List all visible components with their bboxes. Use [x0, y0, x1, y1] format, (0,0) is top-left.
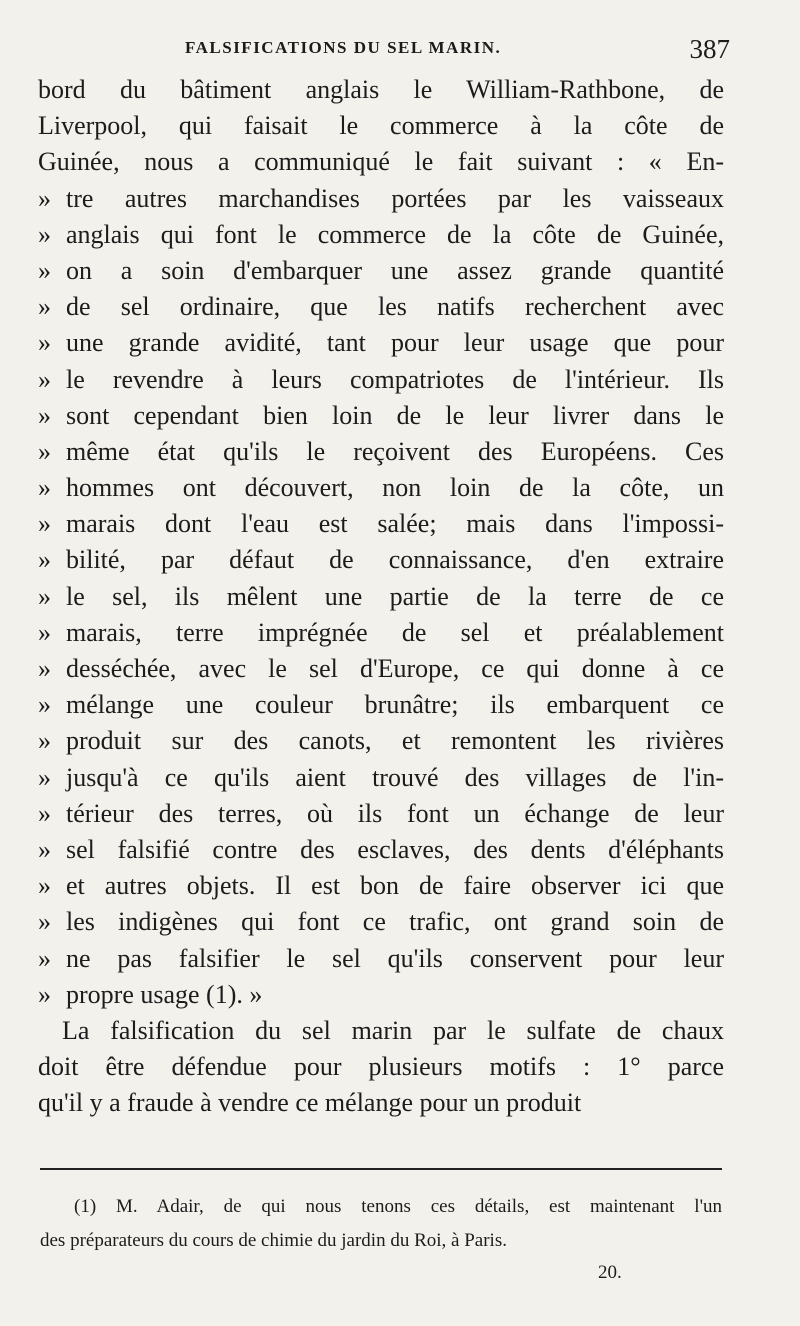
page-header — [40, 34, 730, 74]
text-line-content: tre autres marchandises portées par les vaisseaux — [66, 183, 724, 213]
quote-mark: » — [38, 436, 51, 466]
text-line-content: le revendre à leurs compatriotes de l'intérieur. Ils — [66, 364, 724, 394]
text-line-content: sel falsifié contre des esclaves, des dents d'éléphants — [66, 834, 724, 864]
text-line-content: une grande avidité, tant pour leur usage que pour — [66, 328, 724, 358]
text-line-content: desséchée, avec le sel d'Europe, ce qui donne à ce — [66, 654, 724, 683]
quote-mark: » — [38, 292, 51, 322]
text-line-content: on a soin d'embarquer une assez grande quantité — [66, 255, 724, 285]
quote-mark: » — [38, 979, 51, 1009]
text-line-content: de sel ordinaire, que les natifs recherchent avec — [66, 292, 724, 322]
text-line-content: même état qu'ils le reçoivent des Européens. Ces — [66, 436, 724, 466]
text-line-content: le sel, ils mêlent une partie de la terre de ce — [66, 581, 724, 611]
text-line — [38, 506, 724, 542]
text-line — [38, 181, 724, 217]
quote-mark: » — [38, 473, 51, 503]
text-line — [38, 542, 724, 578]
text-line-content: hommes ont découvert, non loin de la côte, un — [66, 473, 724, 503]
text-line-content: térieur des terres, où ils font un échange de leur — [66, 798, 724, 828]
text-line — [38, 325, 724, 361]
body-text — [38, 72, 724, 1121]
text-line — [38, 253, 724, 289]
quote-mark: » — [38, 545, 51, 575]
text-line-content: anglais qui font le commerce de la côte de Guinée, — [66, 219, 724, 249]
text-line — [38, 434, 724, 470]
text-line: bord du bâtiment anglais le William-Rathbone, de — [38, 75, 724, 104]
text-line-content: marais, terre imprégnée de sel et préalablement — [66, 617, 724, 647]
quote-mark: » — [38, 183, 51, 213]
text-line-content: produit sur des canots, et remontent les rivières — [66, 726, 724, 756]
text-line — [38, 687, 724, 723]
quote-mark: » — [38, 726, 51, 756]
quote-mark: » — [38, 762, 51, 792]
quote-mark: » — [38, 400, 51, 430]
text-line — [38, 615, 724, 651]
text-line — [38, 362, 724, 398]
quote-mark: » — [38, 509, 51, 539]
text-line-content: sont cependant bien loin de le leur livrer dans le — [66, 400, 724, 430]
text-line — [38, 904, 724, 940]
text-line — [38, 723, 724, 759]
footnote-line: (1) M. Adair, de qui nous tenons ces détails, est maintenant l'un — [74, 1196, 722, 1217]
running-title: FALSIFICATIONS DU SEL MARIN. — [185, 38, 502, 57]
text-line: qu'il y a fraude à vendre ce mélange pour un produit — [38, 1088, 582, 1118]
footnote — [40, 1190, 722, 1258]
text-line: doit être défendue pour plusieurs motifs : 1° parce — [38, 1052, 724, 1082]
text-line-content: les indigènes qui font ce trafic, ont grand soin de — [66, 907, 724, 937]
quote-mark: » — [38, 834, 51, 864]
quote-mark: » — [38, 907, 51, 937]
quote-mark: » — [38, 219, 51, 249]
quote-mark: » — [38, 364, 51, 394]
quote-mark: » — [38, 798, 51, 828]
text-line — [38, 398, 724, 434]
text-line-content: et autres objets. Il est bon de faire observer ici que — [66, 871, 724, 901]
quote-mark: » — [38, 581, 51, 611]
text-line-content: mélange une couleur brunâtre; ils embarquent ce — [66, 690, 724, 720]
quote-mark: » — [38, 943, 51, 973]
quote-mark: » — [38, 328, 51, 358]
text-line — [38, 832, 724, 868]
footnote-rule — [40, 1168, 722, 1170]
quote-mark: » — [38, 654, 51, 683]
text-line-content: ne pas falsifier le sel qu'ils conservent pour leur — [66, 943, 724, 973]
quote-mark: » — [38, 617, 51, 647]
text-line — [38, 651, 724, 687]
text-line-content: propre usage (1). » — [66, 979, 263, 1009]
signature-mark: 20. — [598, 1262, 622, 1283]
quote-mark: » — [38, 255, 51, 285]
text-line — [38, 868, 724, 904]
text-line — [38, 941, 724, 977]
text-line — [38, 470, 724, 506]
page-number: 387 — [689, 34, 730, 64]
text-line — [38, 579, 724, 615]
quote-mark: » — [38, 690, 51, 720]
text-line: Liverpool, qui faisait le commerce à la côte de — [38, 111, 724, 141]
footnote-line: des préparateurs du cours de chimie du jardin du Roi, à Paris. — [40, 1230, 507, 1251]
text-line — [38, 977, 724, 1013]
text-line — [38, 760, 724, 796]
text-line — [38, 217, 724, 253]
text-line: La falsification du sel marin par le sulfate de chaux — [62, 1015, 724, 1045]
text-line — [38, 289, 724, 325]
text-line-content: bilité, par défaut de connaissance, d'en extraire — [66, 545, 724, 575]
quote-mark: » — [38, 871, 51, 901]
text-line — [38, 796, 724, 832]
text-line: Guinée, nous a communiqué le fait suivant : « En- — [38, 147, 724, 177]
text-line-content: marais dont l'eau est salée; mais dans l'impossi- — [66, 509, 724, 539]
text-line-content: jusqu'à ce qu'ils aient trouvé des villages de l'in- — [66, 762, 724, 792]
